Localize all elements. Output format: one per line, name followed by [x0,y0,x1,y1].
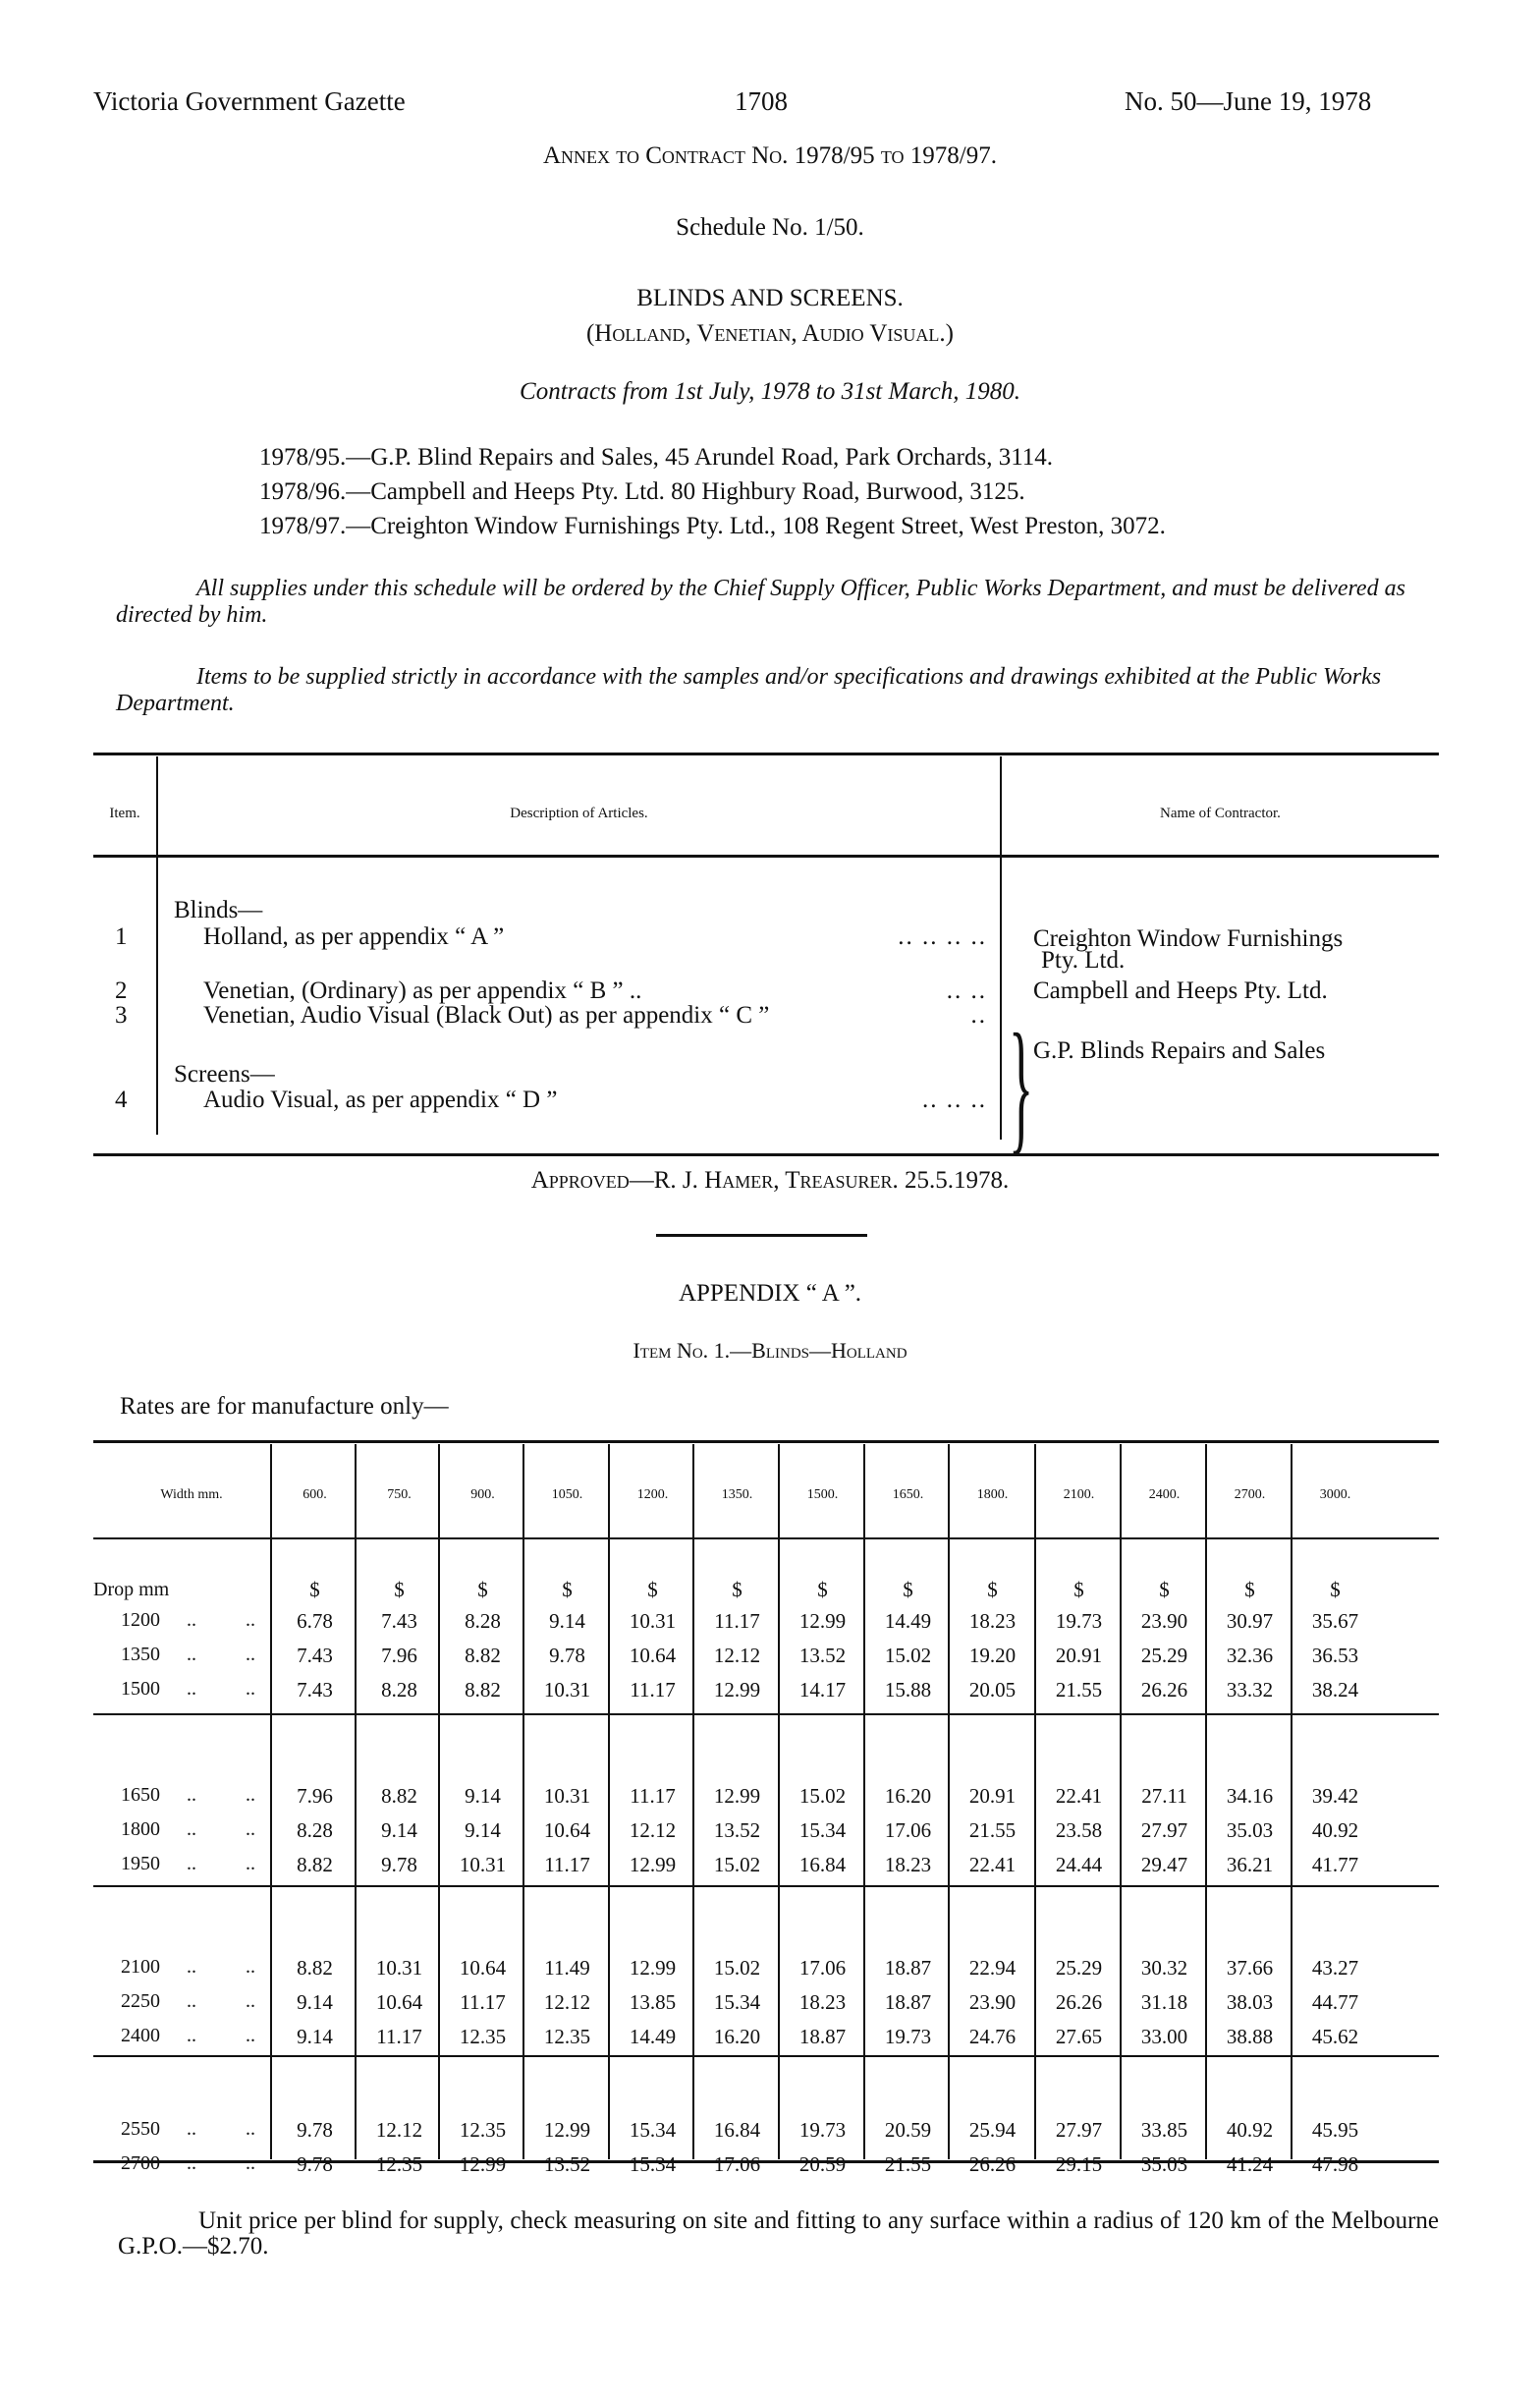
price-cell: 33.32 [1226,1678,1274,1702]
width-header: 1350. [721,1487,753,1502]
width-header: 1200. [636,1487,669,1502]
price-cell: 38.88 [1226,2025,1274,2048]
price-cell: 10.64 [375,1990,423,2014]
contract-line-95: 1978/95.—G.P. Blind Repairs and Sales, 45 Arundel Road, Park Orchards, 3114. [259,444,1054,471]
price-cell: 12.99 [713,1678,761,1702]
leader-dots: .. .. [187,1644,255,1665]
item-number: 4 [115,1087,128,1113]
leader-dots: .. .. [187,1956,255,1978]
currency-symbol: $ [647,1578,658,1601]
bracketed-contractor: G.P. Blinds Repairs and Sales [1033,1037,1326,1064]
price-cell: 12.99 [713,1784,761,1808]
currency-symbol: $ [562,1578,573,1601]
price-cell: 21.55 [884,2152,932,2176]
item-description: Venetian, (Ordinary) as per appendix “ B ” .. [203,977,642,1004]
width-header: 1800. [976,1487,1009,1502]
price-cell: 35.67 [1311,1609,1359,1633]
price-cell: 9.78 [549,1644,585,1667]
currency-symbol: $ [1330,1578,1341,1601]
drop-value: 1950 [121,1853,160,1874]
price-cell: 20.05 [968,1678,1017,1702]
width-header: 3000. [1319,1487,1351,1502]
item-description: Audio Visual, as per appendix “ D ” [203,1087,558,1113]
price-cell: 9.78 [381,1853,417,1876]
section-separator [656,1234,867,1237]
price-cell: 19.73 [884,2025,932,2048]
price-cell: 13.52 [713,1818,761,1842]
price-cell: 10.31 [629,1609,677,1633]
price-cell: 18.23 [798,1990,847,2014]
price-cell: 8.82 [381,1784,417,1808]
price-cell: 21.55 [1055,1678,1103,1702]
annex-title: Annex to Contract No. 1978/95 to 1978/97. [542,142,997,169]
price-cell: 16.84 [713,2118,761,2142]
footer-note: Unit price per blind for supply, check measuring on site and fitting to any surface within a radius of 120 km of the Melbourne G.P.O.—$2.70. [118,2207,1439,2260]
leader-dots: .. .. [187,2025,255,2046]
currency-symbol: $ [903,1578,913,1601]
price-cell: 9.78 [297,2118,333,2142]
price-cell: 15.02 [798,1784,847,1808]
price-cell: 14.17 [798,1678,847,1702]
drop-value: 1800 [121,1818,160,1840]
price-cell: 17.06 [798,1956,847,1980]
currency-symbol: $ [1244,1578,1255,1601]
leader-dots: .. .. .. .. [898,923,987,950]
price-cell: 11.17 [630,1784,676,1808]
width-header: 2700. [1234,1487,1266,1502]
price-cell: 16.20 [713,2025,761,2048]
contractor-name: Creighton Window Furnishings [1033,925,1344,952]
drop-value: 1200 [121,1609,160,1631]
price-cell: 33.85 [1140,2118,1188,2142]
price-cell: 7.96 [297,1784,333,1808]
group-label-blinds: Blinds— [174,897,263,923]
price-cell: 18.23 [884,1853,932,1876]
price-cell: 30.97 [1226,1609,1274,1633]
price-cell: 12.99 [798,1609,847,1633]
price-cell: 19.73 [798,2118,847,2142]
price-cell: 47.98 [1311,2152,1359,2176]
price-cell: 39.42 [1311,1784,1359,1808]
samples-note: Items to be supplied strictly in accordance with the samples and/or specifications and drawings exhibited at the Public Works Department. [116,664,1382,716]
price-cell: 26.26 [968,2152,1017,2176]
item-number: 2 [115,977,128,1004]
price-cell: 14.49 [884,1609,932,1633]
width-header: 1050. [551,1487,583,1502]
orders-note: All supplies under this schedule will be ordered by the Chief Supply Officer, Public Works Department, and must be delivered as directed by him. [116,576,1405,628]
page-number: 1708 [735,86,788,116]
price-cell: 22.94 [968,1956,1017,1980]
width-header: 2100. [1063,1487,1095,1502]
price-cell: 13.52 [798,1644,847,1667]
price-cell: 35.03 [1226,1818,1274,1842]
item-description: Holland, as per appendix “ A ” [203,923,505,950]
price-cell: 40.92 [1311,1818,1359,1842]
width-header: 750. [387,1487,412,1502]
currency-symbol: $ [817,1578,828,1601]
drop-label: Drop mm [93,1579,170,1600]
price-cell: 26.26 [1140,1678,1188,1702]
price-cell: 29.47 [1140,1853,1188,1876]
price-cell: 8.82 [465,1678,501,1702]
section-subheading: (Holland, Venetian, Audio Visual.) [585,320,955,347]
price-cell: 27.65 [1055,2025,1103,2048]
leader-dots: .. .. [187,1818,255,1840]
price-cell: 34.16 [1226,1784,1274,1808]
price-cell: 9.14 [465,1818,501,1842]
price-cell: 11.49 [544,1956,590,1980]
leader-dots: .. .. [187,1678,255,1700]
drop-value: 1500 [121,1678,160,1700]
item-description: Venetian, Audio Visual (Black Out) as per appendix “ C ” [203,1002,770,1029]
price-cell: 20.59 [884,2118,932,2142]
price-cell: 24.44 [1055,1853,1103,1876]
price-cell: 29.15 [1055,2152,1103,2176]
price-cell: 8.82 [465,1644,501,1667]
price-cell: 8.28 [297,1818,333,1842]
price-cell: 9.14 [297,1990,333,2014]
price-cell: 23.58 [1055,1818,1103,1842]
price-cell: 27.97 [1140,1818,1188,1842]
width-header: 2400. [1148,1487,1181,1502]
price-cell: 18.23 [968,1609,1017,1633]
leader-dots: .. .. [187,2152,255,2174]
table-top-rule [93,753,1439,755]
drop-value: 1350 [121,1644,160,1665]
width-label: Width mm. [160,1487,223,1502]
price-cell: 23.90 [968,1990,1017,2014]
table-bottom-rule [93,1153,1439,1156]
price-cell: 33.00 [1140,2025,1188,2048]
leader-dots: .. .. [187,1784,255,1806]
contractor-name: Campbell and Heeps Pty. Ltd. [1033,977,1328,1004]
price-cell: 16.20 [884,1784,932,1808]
price-cell: 7.43 [297,1678,333,1702]
price-cell: 10.64 [543,1818,591,1842]
price-cell: 11.17 [376,2025,422,2048]
price-cell: 6.78 [297,1609,333,1633]
price-cell: 12.12 [629,1818,677,1842]
price-cell: 40.92 [1226,2118,1274,2142]
price-cell: 15.34 [798,1818,847,1842]
price-cell: 41.77 [1311,1853,1359,1876]
price-cell: 7.43 [381,1609,417,1633]
schedule-table [93,753,1439,1167]
drop-value: 2250 [121,1990,160,2012]
price-cell: 38.24 [1311,1678,1359,1702]
price-cell: 20.91 [1055,1644,1103,1667]
price-cell: 8.28 [381,1678,417,1702]
price-cell: 20.91 [968,1784,1017,1808]
price-cell: 12.35 [543,2025,591,2048]
group-rule [93,2055,1439,2057]
price-cell: 25.29 [1055,1956,1103,1980]
price-cell: 15.34 [713,1990,761,2014]
item-number: 1 [115,923,128,950]
price-cell: 36.21 [1226,1853,1274,1876]
group-rule [93,1713,1439,1715]
price-cell: 26.26 [1055,1990,1103,2014]
price-cell: 15.02 [884,1644,932,1667]
price-cell: 45.95 [1311,2118,1359,2142]
price-cell: 23.90 [1140,1609,1188,1633]
price-cell: 12.12 [543,1990,591,2014]
header-bottom-rule [93,1537,1439,1539]
price-cell: 18.87 [884,1990,932,2014]
price-cell: 15.02 [713,1853,761,1876]
group-rule [93,1885,1439,1887]
price-cell: 20.59 [798,2152,847,2176]
price-cell: 12.12 [713,1644,761,1667]
price-cell: 10.31 [543,1784,591,1808]
item-number: 3 [115,1002,128,1029]
leader-dots: .. .. [187,1609,255,1631]
price-cell: 38.03 [1226,1990,1274,2014]
price-cell: 43.27 [1311,1956,1359,1980]
currency-symbol: $ [1159,1578,1170,1601]
price-cell: 27.11 [1141,1784,1187,1808]
price-cell: 9.78 [297,2152,333,2176]
width-header: 900. [470,1487,495,1502]
contract-line-96: 1978/96.—Campbell and Heeps Pty. Ltd. 80 Highbury Road, Burwood, 3125. [259,478,1025,505]
price-cell: 9.14 [465,1784,501,1808]
price-cell: 45.62 [1311,2025,1359,2048]
price-cell: 11.17 [460,1990,506,2014]
publication-title: Victoria Government Gazette [93,86,406,116]
appendix-title: APPENDIX “ A ”. [678,1280,862,1307]
price-cell: 35.03 [1140,2152,1188,2176]
price-cell: 11.17 [630,1678,676,1702]
contract-period: Contracts from 1st July, 1978 to 31st March, 1980. [520,378,1020,405]
price-cell: 12.35 [375,2152,423,2176]
price-cell: 15.02 [713,1956,761,1980]
price-cell: 25.29 [1140,1644,1188,1667]
price-cell: 10.64 [629,1644,677,1667]
currency-symbol: $ [732,1578,742,1601]
drop-value: 2700 [121,2152,160,2174]
price-cell: 37.66 [1226,1956,1274,1980]
right-brace-icon: } [1009,1004,1034,1167]
price-cell: 12.99 [543,2118,591,2142]
rates-table [93,1440,1439,2226]
table-top-rule [93,1440,1439,1443]
price-cell: 7.43 [297,1644,333,1667]
price-cell: 15.34 [629,2152,677,2176]
currency-symbol: $ [1073,1578,1084,1601]
schedule-number: Schedule No. 1/50. [676,214,864,241]
price-cell: 30.32 [1140,1956,1188,1980]
price-cell: 15.34 [629,2118,677,2142]
drop-value: 2400 [121,2025,160,2046]
col-header-description: Description of Articles. [510,806,648,821]
price-cell: 8.82 [297,1956,333,1980]
price-cell: 22.41 [1055,1784,1103,1808]
price-cell: 11.17 [544,1853,590,1876]
price-cell: 12.99 [629,1956,677,1980]
header-bottom-rule [93,855,1439,858]
approval-line: Approved—R. J. Hamer, Treasurer. 25.5.1978. [530,1167,1010,1194]
currency-symbol: $ [394,1578,405,1601]
price-cell: 18.87 [884,1956,932,1980]
price-cell: 10.31 [459,1853,507,1876]
price-cell: 18.87 [798,2025,847,2048]
contract-line-97: 1978/97.—Creighton Window Furnishings Pty. Ltd., 108 Regent Street, West Preston, 3072. [259,513,1166,539]
price-cell: 12.99 [459,2152,507,2176]
price-cell: 12.99 [629,1853,677,1876]
price-cell: 12.35 [459,2025,507,2048]
issue-date: No. 50—June 19, 1978 [1125,86,1372,116]
appendix-item-heading: Item No. 1.—Blinds—Holland [632,1338,908,1363]
price-cell: 41.24 [1226,2152,1274,2176]
leader-dots: .. .. [187,1853,255,1874]
col-header-item: Item. [109,806,140,821]
price-cell: 27.97 [1055,2118,1103,2142]
drop-value: 1650 [121,1784,160,1806]
currency-symbol: $ [309,1578,320,1601]
currency-symbol: $ [477,1578,488,1601]
price-cell: 17.06 [884,1818,932,1842]
price-cell: 10.31 [375,1956,423,1980]
price-cell: 31.18 [1140,1990,1188,2014]
price-cell: 13.52 [543,2152,591,2176]
leader-dots: .. .. [946,977,987,1004]
price-cell: 13.85 [629,1990,677,2014]
price-cell: 22.41 [968,1853,1017,1876]
leader-dots: .. .. .. [922,1087,987,1113]
currency-symbol: $ [987,1578,998,1601]
price-cell: 16.84 [798,1853,847,1876]
price-cell: 32.36 [1226,1644,1274,1667]
price-cell: 36.53 [1311,1644,1359,1667]
price-cell: 21.55 [968,1818,1017,1842]
price-cell: 14.49 [629,2025,677,2048]
price-cell: 12.35 [459,2118,507,2142]
price-cell: 8.28 [465,1609,501,1633]
col-header-contractor: Name of Contractor. [1160,806,1281,821]
price-cell: 19.20 [968,1644,1017,1667]
price-cell: 17.06 [713,2152,761,2176]
price-cell: 44.77 [1311,1990,1359,2014]
price-cell: 10.31 [543,1678,591,1702]
group-label-screens: Screens— [174,1061,275,1088]
price-cell: 10.64 [459,1956,507,1980]
price-cell: 19.73 [1055,1609,1103,1633]
leader-dots: .. [970,1002,987,1029]
price-cell: 12.12 [375,2118,423,2142]
price-cell: 8.82 [297,1853,333,1876]
price-cell: 9.14 [549,1609,585,1633]
width-header: 600. [302,1487,327,1502]
drop-value: 2550 [121,2118,160,2140]
width-header: 1500. [806,1487,839,1502]
price-cell: 25.94 [968,2118,1017,2142]
price-cell: 15.88 [884,1678,932,1702]
contractor-name-cont: Pty. Ltd. [1041,947,1126,974]
leader-dots: .. .. [187,2118,255,2140]
rates-note: Rates are for manufacture only— [120,1393,449,1420]
section-heading: BLINDS AND SCREENS. [636,285,904,311]
leader-dots: .. .. [187,1990,255,2012]
drop-value: 2100 [121,1956,160,1978]
width-header: 1650. [892,1487,924,1502]
price-cell: 7.96 [381,1644,417,1667]
price-cell: 9.14 [297,2025,333,2048]
price-cell: 9.14 [381,1818,417,1842]
price-cell: 24.76 [968,2025,1017,2048]
price-cell: 11.17 [714,1609,760,1633]
